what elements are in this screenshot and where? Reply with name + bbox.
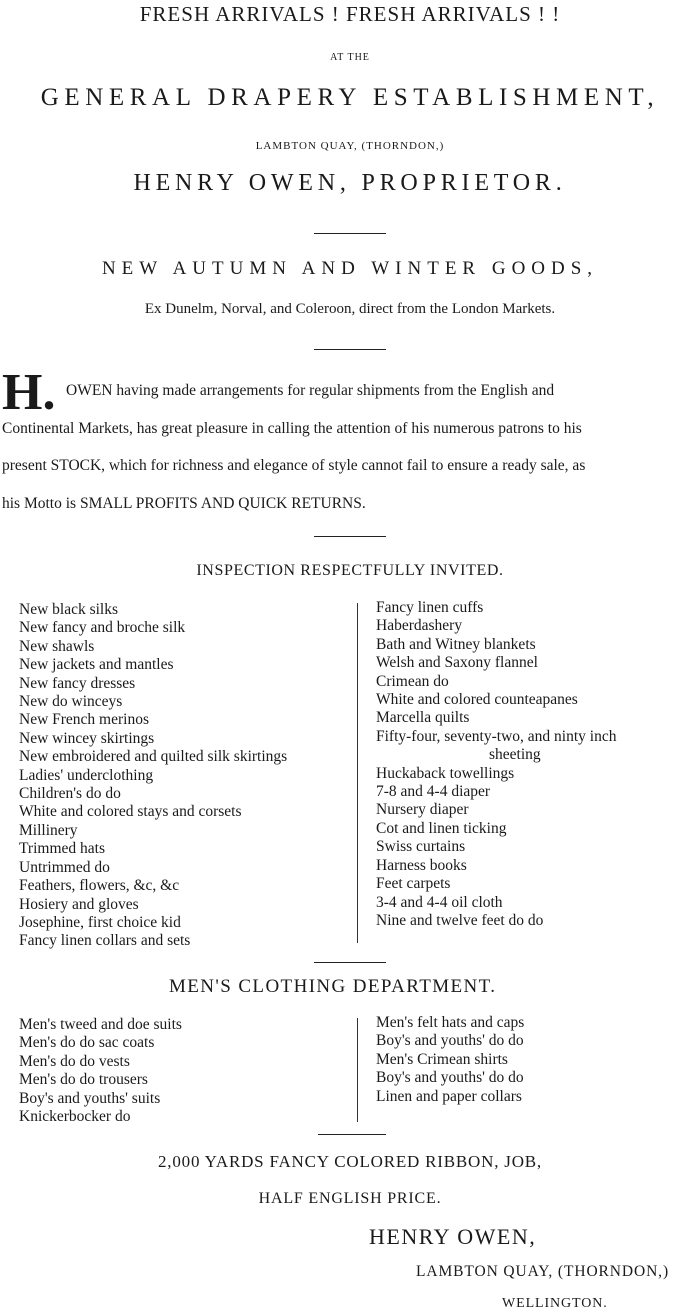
divider-rule bbox=[314, 536, 386, 537]
paragraph-line: Continental Markets, has great pleasure in calling the attention of his numerous patrons to his bbox=[2, 419, 582, 437]
divider-rule bbox=[318, 1134, 386, 1135]
list-item: New embroidered and quilted silk skirtings bbox=[19, 748, 288, 766]
list-item: New jackets and mantles bbox=[19, 656, 174, 674]
header-address: LAMBTON QUAY, (THORNDON,) bbox=[255, 140, 445, 152]
list-item: Swiss curtains bbox=[376, 838, 466, 856]
list-item: New French merinos bbox=[19, 711, 149, 729]
list-item: Men's do do vests bbox=[19, 1052, 130, 1070]
list-item: Children's do do bbox=[19, 785, 121, 803]
list-item: Fifty-four, seventy-two, and ninty inch bbox=[376, 727, 617, 745]
proprietor-line: HENRY OWEN, PROPRIETOR. bbox=[133, 170, 567, 196]
mens-list-right bbox=[376, 1014, 524, 1106]
ships-line: Ex Dunelm, Norval, and Coleroon, direct from the London Markets. bbox=[144, 301, 556, 317]
drop-cap: H. bbox=[2, 364, 56, 421]
drapery-list-right bbox=[376, 599, 616, 930]
list-item: Crimean do bbox=[376, 672, 449, 690]
column-divider bbox=[357, 1018, 358, 1122]
signature-city: WELLINGTON. bbox=[502, 1296, 608, 1311]
list-item: Boy's and youths' suits bbox=[19, 1089, 161, 1107]
list-item: White and colored counteapanes bbox=[376, 691, 578, 709]
list-item: 3-4 and 4-4 oil cloth bbox=[376, 893, 503, 911]
divider-rule bbox=[314, 233, 386, 234]
list-item: Men's do do sac coats bbox=[19, 1034, 155, 1052]
list-item: Harness books bbox=[376, 856, 467, 874]
list-item: Nine and twelve feet do do bbox=[376, 911, 544, 929]
headline: FRESH ARRIVALS ! FRESH ARRIVALS ! ! bbox=[139, 2, 561, 26]
list-item: Boy's and youths' do do bbox=[376, 1069, 524, 1087]
mens-list-left bbox=[19, 1016, 182, 1126]
list-item: Hosiery and gloves bbox=[19, 895, 139, 913]
list-item: Marcella quilts bbox=[376, 709, 470, 727]
list-item: New do winceys bbox=[19, 693, 123, 711]
list-item: New black silks bbox=[19, 601, 119, 618]
list-item: Huckaback towellings bbox=[376, 764, 515, 782]
list-item: Nursery diaper bbox=[376, 801, 469, 819]
drapery-list-left bbox=[19, 601, 287, 951]
column-divider bbox=[357, 603, 358, 943]
goods-title: NEW AUTUMN AND WINTER GOODS, bbox=[101, 258, 599, 279]
signature-name: HENRY OWEN, bbox=[369, 1224, 537, 1249]
list-item: Bath and Witney blankets bbox=[376, 635, 536, 653]
list-item: Knickerbocker do bbox=[19, 1108, 131, 1126]
intro-paragraph bbox=[2, 364, 698, 522]
paragraph-line: his Motto is SMALL PROFITS AND QUICK RETURNS. bbox=[2, 494, 366, 512]
list-item: New fancy dresses bbox=[19, 674, 136, 692]
list-item: Josephine, first choice kid bbox=[19, 913, 181, 931]
list-item: Boy's and youths' do do bbox=[376, 1032, 524, 1050]
list-item: New shawls bbox=[19, 637, 95, 655]
list-item: New fancy and broche silk bbox=[19, 619, 186, 637]
list-item: Millinery bbox=[19, 821, 78, 839]
paragraph-line: present STOCK, which for richness and elegance of style cannot fail to ensure a ready sale, as bbox=[2, 457, 586, 474]
list-item: Linen and paper collars bbox=[376, 1087, 522, 1105]
list-item: Trimmed hats bbox=[19, 840, 105, 858]
mens-department-heading: MEN'S CLOTHING DEPARTMENT. bbox=[169, 976, 497, 997]
list-item: 7-8 and 4-4 diaper bbox=[376, 783, 491, 801]
list-item: Haberdashery bbox=[376, 617, 463, 635]
list-item: Fancy linen collars and sets bbox=[19, 932, 191, 950]
list-item: Men's felt hats and caps bbox=[376, 1014, 525, 1031]
list-item: Feet carpets bbox=[376, 875, 451, 893]
list-item: Cot and linen ticking bbox=[376, 819, 507, 837]
list-item: Men's Crimean shirts bbox=[376, 1050, 508, 1068]
establishment-title: GENERAL DRAPERY ESTABLISHMENT, bbox=[40, 84, 660, 111]
inspection-heading: INSPECTION RESPECTFULLY INVITED. bbox=[196, 562, 504, 579]
list-item: Fancy linen cuffs bbox=[376, 599, 484, 616]
ribbon-price: HALF ENGLISH PRICE. bbox=[258, 1190, 442, 1207]
list-item: Untrimmed do bbox=[19, 858, 110, 876]
list-item: Feathers, flowers, &c, &c bbox=[19, 877, 180, 895]
list-item-continuation: sheeting bbox=[489, 746, 541, 764]
list-item: Men's do do trousers bbox=[19, 1071, 148, 1089]
at-the-caption: AT THE bbox=[330, 52, 370, 63]
list-item: Men's tweed and doe suits bbox=[19, 1016, 182, 1033]
divider-rule bbox=[314, 962, 386, 963]
divider-rule bbox=[314, 349, 386, 350]
ribbon-offer: 2,000 YARDS FANCY COLORED RIBBON, JOB, bbox=[158, 1152, 542, 1171]
paragraph-line: OWEN having made arrangements for regular shipments from the English and bbox=[66, 382, 555, 399]
signature-address: LAMBTON QUAY, (THORNDON,) bbox=[416, 1263, 670, 1280]
list-item: Ladies' underclothing bbox=[19, 766, 154, 784]
list-item: Welsh and Saxony flannel bbox=[376, 654, 538, 672]
list-item: New wincey skirtings bbox=[19, 729, 155, 747]
list-item: White and colored stays and corsets bbox=[19, 803, 242, 821]
